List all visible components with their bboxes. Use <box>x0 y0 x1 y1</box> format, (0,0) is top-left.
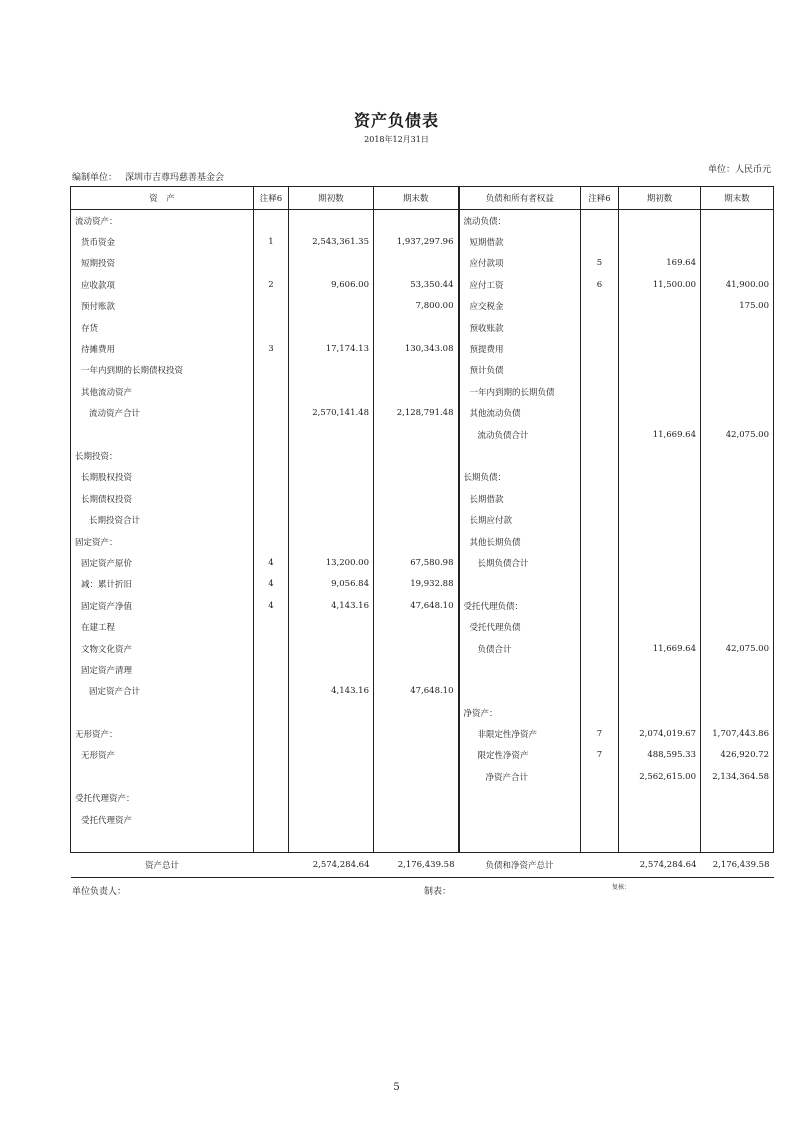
liability-closing <box>701 830 774 852</box>
total-liabilities-closing: 2,176,439.58 <box>701 852 774 877</box>
asset-opening <box>289 253 374 274</box>
liability-closing <box>701 659 774 680</box>
asset-closing <box>374 531 459 552</box>
total-note-right <box>581 852 619 877</box>
liability-label: 长期借款 <box>459 488 581 509</box>
liability-closing <box>701 210 774 232</box>
asset-label: 固定资产： <box>71 531 254 552</box>
liability-opening: 169.64 <box>619 253 701 274</box>
asset-note <box>254 788 289 809</box>
liability-note <box>581 659 619 680</box>
asset-label: 一年内到期的长期债权投资 <box>71 360 254 381</box>
asset-note: 4 <box>254 595 289 616</box>
liability-opening <box>619 552 701 573</box>
table-row <box>71 445 774 466</box>
header-note-right: 注释6 <box>581 187 619 210</box>
liability-closing <box>701 681 774 702</box>
asset-closing <box>374 210 459 232</box>
liability-closing: 42,075.00 <box>701 424 774 445</box>
asset-closing <box>374 467 459 488</box>
asset-opening <box>289 702 374 723</box>
liability-closing <box>701 616 774 637</box>
report-title: 资产负债表 <box>353 111 439 130</box>
asset-opening: 2,570,141.48 <box>289 403 374 424</box>
footer-reviewer: 复核： <box>612 884 631 891</box>
total-liabilities-opening: 2,574,284.64 <box>619 852 701 877</box>
asset-opening <box>289 445 374 466</box>
liability-opening <box>619 445 701 466</box>
liability-opening <box>619 360 701 381</box>
asset-opening <box>289 360 374 381</box>
total-assets-closing: 2,176,439.58 <box>374 852 459 877</box>
table-row <box>71 552 774 573</box>
asset-label: 无形资产： <box>71 723 254 744</box>
liability-label: 流动负债： <box>459 210 581 232</box>
liability-closing: 42,075.00 <box>701 638 774 659</box>
liability-label <box>459 830 581 852</box>
liability-note <box>581 381 619 402</box>
liability-opening: 11,669.64 <box>619 638 701 659</box>
asset-closing: 47,648.10 <box>374 681 459 702</box>
asset-note: 1 <box>254 231 289 252</box>
liability-opening <box>619 338 701 359</box>
asset-opening: 4,143.16 <box>289 681 374 702</box>
asset-closing <box>374 509 459 530</box>
liability-note: 6 <box>581 274 619 295</box>
asset-opening: 2,543,361.35 <box>289 231 374 252</box>
asset-closing: 67,580.98 <box>374 552 459 573</box>
asset-note <box>254 702 289 723</box>
asset-note <box>254 317 289 338</box>
liability-opening <box>619 574 701 595</box>
asset-opening <box>289 659 374 680</box>
table-row <box>71 381 774 402</box>
liability-opening <box>619 788 701 809</box>
asset-note <box>254 531 289 552</box>
table-row <box>71 403 774 424</box>
organization <box>72 170 232 183</box>
liability-opening <box>619 317 701 338</box>
asset-label: 流动资产： <box>71 210 254 232</box>
liability-label <box>459 788 581 809</box>
report-date: 2018年12月31日 <box>364 135 429 144</box>
asset-label: 短期投资 <box>71 253 254 274</box>
balance-sheet-table <box>70 186 774 878</box>
asset-note <box>254 424 289 445</box>
liability-closing <box>701 702 774 723</box>
liability-note <box>581 616 619 637</box>
table-row <box>71 830 774 852</box>
asset-opening: 4,143.16 <box>289 595 374 616</box>
liability-note <box>581 638 619 659</box>
liability-label: 一年内到期的长期负债 <box>459 381 581 402</box>
liability-opening <box>619 231 701 252</box>
asset-closing: 53,350.44 <box>374 274 459 295</box>
header-opening-right: 期初数 <box>619 187 701 210</box>
liability-label: 长期负债合计 <box>459 552 581 573</box>
liability-label: 预提费用 <box>459 338 581 359</box>
liability-closing: 1,707,443.86 <box>701 723 774 744</box>
header-assets: 资 产 <box>71 187 254 210</box>
table-row <box>71 210 774 232</box>
table-header-row <box>71 187 774 210</box>
liability-opening <box>619 509 701 530</box>
liability-note <box>581 509 619 530</box>
asset-label <box>71 424 254 445</box>
liability-opening <box>619 659 701 680</box>
page-number: 5 <box>393 1082 400 1093</box>
asset-label: 减：累计折旧 <box>71 574 254 595</box>
organization-name: 深圳市吉尊玛慈善基金会 <box>125 173 225 183</box>
liability-note <box>581 574 619 595</box>
asset-opening <box>289 210 374 232</box>
asset-opening: 9,606.00 <box>289 274 374 295</box>
asset-label: 在建工程 <box>71 616 254 637</box>
footer-preparer: 制表： <box>424 887 452 897</box>
total-row <box>71 852 774 877</box>
asset-opening: 13,200.00 <box>289 552 374 573</box>
asset-opening <box>289 509 374 530</box>
liability-closing: 175.00 <box>701 296 774 317</box>
table-row <box>71 745 774 766</box>
liability-closing <box>701 403 774 424</box>
total-assets-opening: 2,574,284.64 <box>289 852 374 877</box>
header-closing-right: 期末数 <box>701 187 774 210</box>
liability-label: 净资产： <box>459 702 581 723</box>
asset-closing: 47,648.10 <box>374 595 459 616</box>
liability-note <box>581 830 619 852</box>
liability-note <box>581 595 619 616</box>
liability-closing <box>701 595 774 616</box>
liability-closing <box>701 467 774 488</box>
asset-opening <box>289 488 374 509</box>
liability-opening: 11,500.00 <box>619 274 701 295</box>
table-row <box>71 296 774 317</box>
liability-label: 预收账款 <box>459 317 581 338</box>
liability-note <box>581 338 619 359</box>
table-row <box>71 531 774 552</box>
asset-opening <box>289 296 374 317</box>
table-row <box>71 616 774 637</box>
liability-label: 受托代理负债： <box>459 595 581 616</box>
asset-note <box>254 723 289 744</box>
liability-closing <box>701 574 774 595</box>
asset-opening <box>289 467 374 488</box>
liability-closing <box>701 488 774 509</box>
asset-opening <box>289 745 374 766</box>
liability-note <box>581 445 619 466</box>
liability-label <box>459 681 581 702</box>
table-row <box>71 638 774 659</box>
asset-note: 4 <box>254 552 289 573</box>
liability-label: 短期借款 <box>459 231 581 252</box>
liability-note <box>581 467 619 488</box>
asset-note <box>254 445 289 466</box>
asset-closing: 7,800.00 <box>374 296 459 317</box>
asset-closing: 1,937,297.96 <box>374 231 459 252</box>
total-assets-label: 资产总计 <box>71 852 254 877</box>
table-row <box>71 659 774 680</box>
asset-closing <box>374 445 459 466</box>
organization-label: 编制单位： <box>72 173 118 183</box>
asset-label: 长期股权投资 <box>71 467 254 488</box>
asset-closing <box>374 766 459 787</box>
table-row <box>71 509 774 530</box>
asset-closing <box>374 253 459 274</box>
asset-closing <box>374 424 459 445</box>
liability-opening <box>619 381 701 402</box>
liability-opening: 11,669.64 <box>619 424 701 445</box>
asset-label: 货币资金 <box>71 231 254 252</box>
liability-opening <box>619 531 701 552</box>
asset-closing <box>374 723 459 744</box>
asset-opening: 17,174.13 <box>289 338 374 359</box>
liability-closing <box>701 231 774 252</box>
liability-opening <box>619 210 701 232</box>
asset-opening <box>289 809 374 830</box>
asset-opening: 9,056.84 <box>289 574 374 595</box>
liability-note <box>581 488 619 509</box>
liability-label: 其他流动负债 <box>459 403 581 424</box>
liability-label: 限定性净资产 <box>459 745 581 766</box>
liability-label: 预计负债 <box>459 360 581 381</box>
asset-note <box>254 403 289 424</box>
asset-note <box>254 488 289 509</box>
liability-closing <box>701 552 774 573</box>
liability-note <box>581 552 619 573</box>
liability-note <box>581 702 619 723</box>
header-closing-left: 期末数 <box>374 187 459 210</box>
asset-closing: 19,932.88 <box>374 574 459 595</box>
asset-closing <box>374 809 459 830</box>
liability-opening <box>619 702 701 723</box>
asset-note <box>254 381 289 402</box>
asset-opening <box>289 531 374 552</box>
asset-note: 3 <box>254 338 289 359</box>
asset-closing <box>374 616 459 637</box>
liability-note <box>581 403 619 424</box>
asset-closing <box>374 830 459 852</box>
asset-closing <box>374 745 459 766</box>
asset-note <box>254 638 289 659</box>
total-note-left <box>254 852 289 877</box>
liability-label: 负债合计 <box>459 638 581 659</box>
liability-note: 7 <box>581 745 619 766</box>
asset-label: 长期投资合计 <box>71 509 254 530</box>
liability-note <box>581 296 619 317</box>
liability-note <box>581 531 619 552</box>
table-row <box>71 338 774 359</box>
asset-note <box>254 616 289 637</box>
liability-opening <box>619 467 701 488</box>
total-liabilities-label: 负债和净资产总计 <box>459 852 581 877</box>
asset-label: 长期投资： <box>71 445 254 466</box>
asset-note <box>254 809 289 830</box>
liability-closing: 2,134,364.58 <box>701 766 774 787</box>
table-row <box>71 231 774 252</box>
asset-label: 受托代理资产： <box>71 788 254 809</box>
asset-closing: 130,343.08 <box>374 338 459 359</box>
liability-closing: 41,900.00 <box>701 274 774 295</box>
table-row <box>71 723 774 744</box>
liability-label: 受托代理负债 <box>459 616 581 637</box>
liability-closing <box>701 809 774 830</box>
liability-closing <box>701 360 774 381</box>
table-row <box>71 467 774 488</box>
asset-label <box>71 766 254 787</box>
asset-opening <box>289 766 374 787</box>
liability-note <box>581 766 619 787</box>
liability-note <box>581 231 619 252</box>
table-row <box>71 681 774 702</box>
asset-label: 长期债权投资 <box>71 488 254 509</box>
liability-note <box>581 317 619 338</box>
asset-label: 待摊费用 <box>71 338 254 359</box>
table-row <box>71 766 774 787</box>
asset-label: 应收款项 <box>71 274 254 295</box>
asset-note <box>254 830 289 852</box>
asset-closing <box>374 488 459 509</box>
asset-opening <box>289 381 374 402</box>
liability-note: 5 <box>581 253 619 274</box>
asset-label: 固定资产原价 <box>71 552 254 573</box>
liability-label <box>459 574 581 595</box>
asset-closing <box>374 381 459 402</box>
liability-note <box>581 210 619 232</box>
asset-label: 预付账款 <box>71 296 254 317</box>
asset-label: 存货 <box>71 317 254 338</box>
liability-label: 应交税金 <box>459 296 581 317</box>
liability-closing <box>701 445 774 466</box>
liability-note <box>581 681 619 702</box>
header-liabilities: 负债和所有者权益 <box>459 187 581 210</box>
asset-opening <box>289 638 374 659</box>
liability-closing: 426,920.72 <box>701 745 774 766</box>
liability-note: 7 <box>581 723 619 744</box>
liability-closing <box>701 317 774 338</box>
asset-label: 固定资产净值 <box>71 595 254 616</box>
table-row <box>71 424 774 445</box>
liability-opening: 2,074,019.67 <box>619 723 701 744</box>
table-row <box>71 595 774 616</box>
liability-closing <box>701 788 774 809</box>
asset-label: 流动资产合计 <box>71 403 254 424</box>
asset-label: 固定资产合计 <box>71 681 254 702</box>
asset-opening <box>289 830 374 852</box>
asset-note <box>254 745 289 766</box>
asset-label: 固定资产清理 <box>71 659 254 680</box>
table-row <box>71 702 774 723</box>
header-note-left: 注释6 <box>254 187 289 210</box>
liability-opening <box>619 830 701 852</box>
liability-label: 应付工资 <box>459 274 581 295</box>
asset-note <box>254 296 289 317</box>
table-row <box>71 488 774 509</box>
asset-closing <box>374 317 459 338</box>
liability-closing <box>701 381 774 402</box>
currency-unit: 单位：人民币元 <box>707 165 771 175</box>
asset-label <box>71 702 254 723</box>
table-row <box>71 274 774 295</box>
table-row <box>71 360 774 381</box>
liability-opening <box>619 403 701 424</box>
liability-opening <box>619 809 701 830</box>
liability-opening <box>619 681 701 702</box>
asset-opening <box>289 317 374 338</box>
liability-label: 长期应付款 <box>459 509 581 530</box>
liability-label: 其他长期负债 <box>459 531 581 552</box>
footer-responsible: 单位负责人： <box>72 887 127 897</box>
asset-note <box>254 766 289 787</box>
table-row <box>71 788 774 809</box>
liability-opening <box>619 296 701 317</box>
header-opening-left: 期初数 <box>289 187 374 210</box>
liability-label <box>459 445 581 466</box>
asset-opening <box>289 616 374 637</box>
asset-closing <box>374 360 459 381</box>
table-row <box>71 574 774 595</box>
liability-opening <box>619 595 701 616</box>
asset-label: 文物文化资产 <box>71 638 254 659</box>
liability-opening <box>619 616 701 637</box>
liability-note <box>581 360 619 381</box>
asset-label <box>71 830 254 852</box>
asset-closing: 2,128,791.48 <box>374 403 459 424</box>
asset-note <box>254 681 289 702</box>
liability-label: 流动负债合计 <box>459 424 581 445</box>
liability-opening: 2,562,615.00 <box>619 766 701 787</box>
liability-label: 净资产合计 <box>459 766 581 787</box>
asset-note: 2 <box>254 274 289 295</box>
asset-note: 4 <box>254 574 289 595</box>
asset-label: 其他流动资产 <box>71 381 254 402</box>
liability-note <box>581 788 619 809</box>
liability-closing <box>701 509 774 530</box>
asset-opening <box>289 788 374 809</box>
asset-label: 无形资产 <box>71 745 254 766</box>
liability-note <box>581 424 619 445</box>
liability-note <box>581 809 619 830</box>
asset-note <box>254 210 289 232</box>
asset-label: 受托代理资产 <box>71 809 254 830</box>
asset-opening <box>289 723 374 744</box>
asset-opening <box>289 424 374 445</box>
liability-label: 非限定性净资产 <box>459 723 581 744</box>
table-row <box>71 809 774 830</box>
table-row <box>71 317 774 338</box>
table-row <box>71 253 774 274</box>
asset-note <box>254 467 289 488</box>
liability-label: 长期负债： <box>459 467 581 488</box>
liability-label: 应付款项 <box>459 253 581 274</box>
asset-closing <box>374 638 459 659</box>
asset-note <box>254 360 289 381</box>
asset-note <box>254 659 289 680</box>
asset-closing <box>374 702 459 723</box>
liability-label <box>459 809 581 830</box>
liability-opening: 488,595.33 <box>619 745 701 766</box>
asset-closing <box>374 659 459 680</box>
liability-opening <box>619 488 701 509</box>
liability-label <box>459 659 581 680</box>
asset-closing <box>374 788 459 809</box>
liability-closing <box>701 253 774 274</box>
liability-closing <box>701 531 774 552</box>
liability-closing <box>701 338 774 359</box>
asset-note <box>254 509 289 530</box>
asset-note <box>254 253 289 274</box>
